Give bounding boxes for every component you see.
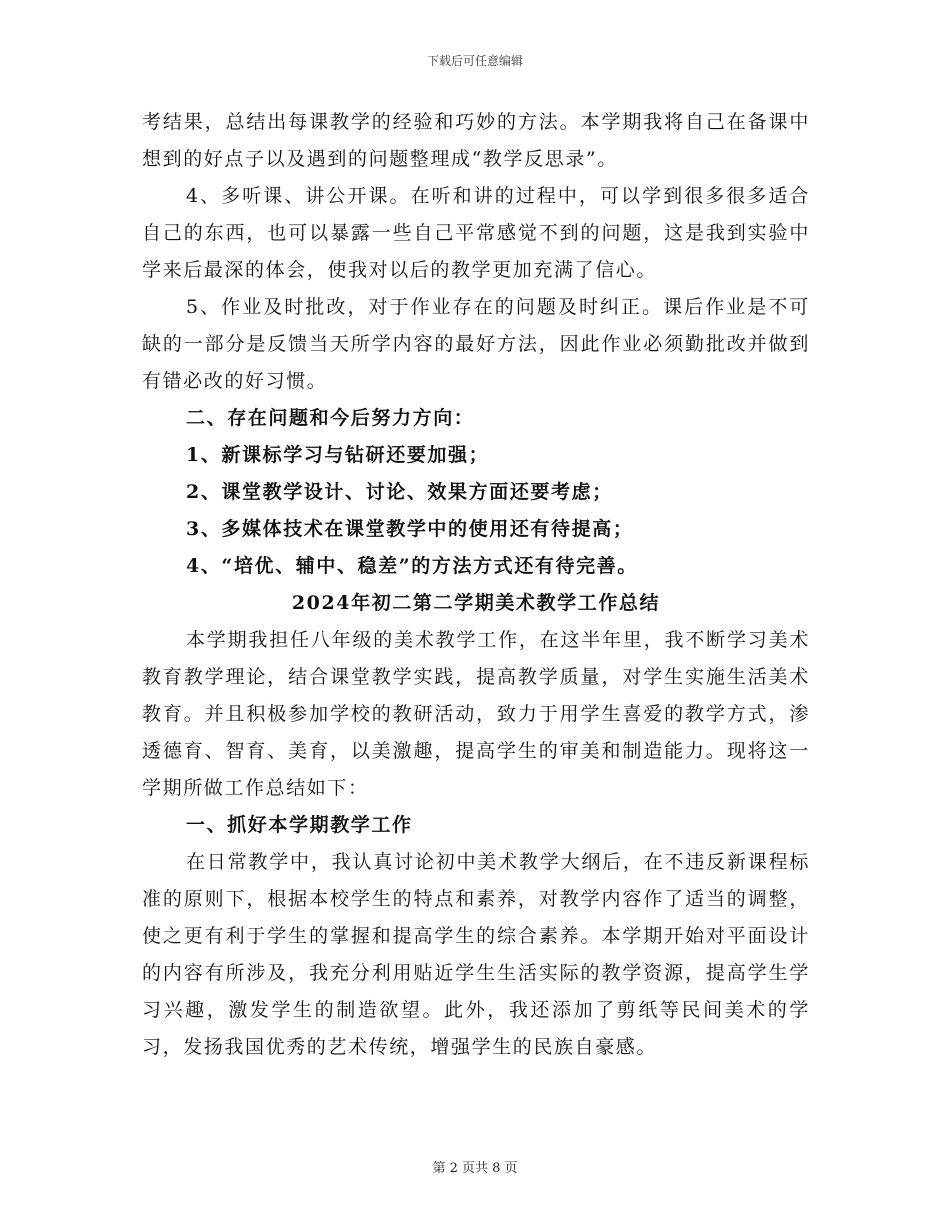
paragraph-item-4: 4、多听课、讲公开课。在听和讲的过程中，可以学到很多很多适合自己的东西，也可以暴露一些自己平常感觉不到的问题，这是我到实验中学来后最深的体会，使我对以后的教学更加充满了信心。 [142,185,810,281]
document-title: 2024年初二第二学期美术教学工作总结 [291,592,661,614]
problem-item-3: 3、多媒体技术在课堂教学中的使用还有待提高； [186,518,634,540]
paragraph-continuation: 考结果，总结出每课教学的经验和巧妙的方法。本学期我将自己在备课中想到的好点子以及遇到的问题整理成“教学反思录”。 [142,111,810,170]
problem-item-2: 2、课堂教学设计、讨论、效果方面还要考虑； [186,481,613,503]
section-heading-teaching: 一、抓好本学期教学工作 [186,814,413,836]
problem-item-1: 1、新课标学习与钻研还要加强； [186,444,490,466]
problem-item-4: 4、“培优、辅中、稳差”的方法方式还有待完善。 [186,555,638,577]
paragraph-daily-teaching: 在日常教学中，我认真讨论初中美术教学大纲后，在不违反新课程标准的原则下，根据本校学生的特点和素养，对教学内容作了适当的调整，使之更有利于学生的掌握和提高学生的综合素养。本学期开始对平面设计的内容有所涉及，我充分利用贴近学生生活实际的教学资源，提高学生学习兴趣，激发学生的制造欲望。此外，我还添加了剪纸等民间美术的学习，发扬我国优秀的艺术传统，增强学生的民族自豪感。 [142,851,810,1058]
document-body [142,104,810,1066]
paragraph-intro: 本学期我担任八年级的美术教学工作，在这半年里，我不断学习美术教育教学理论，结合课堂教学实践，提高教学质量，对学生实施生活美术教育。并且积极参加学校的教研活动，致力于用学生喜爱的教学方式，渗透德育、智育、美育，以美激趣，提高学生的审美和制造能力。现将这一学期所做工作总结如下： [142,629,810,799]
section-heading-problems: 二、存在问题和今后努力方向： [186,407,475,429]
paragraph-item-5: 5、作业及时批改，对于作业存在的问题及时纠正。课后作业是不可缺的一部分是反馈当天所学内容的最好方法，因此作业必须勤批改并做到有错必改的好习惯。 [142,296,810,392]
page-header: 下载后可任意编辑 [426,54,523,68]
page-footer: 第 2 页共 8 页 [432,1161,518,1176]
